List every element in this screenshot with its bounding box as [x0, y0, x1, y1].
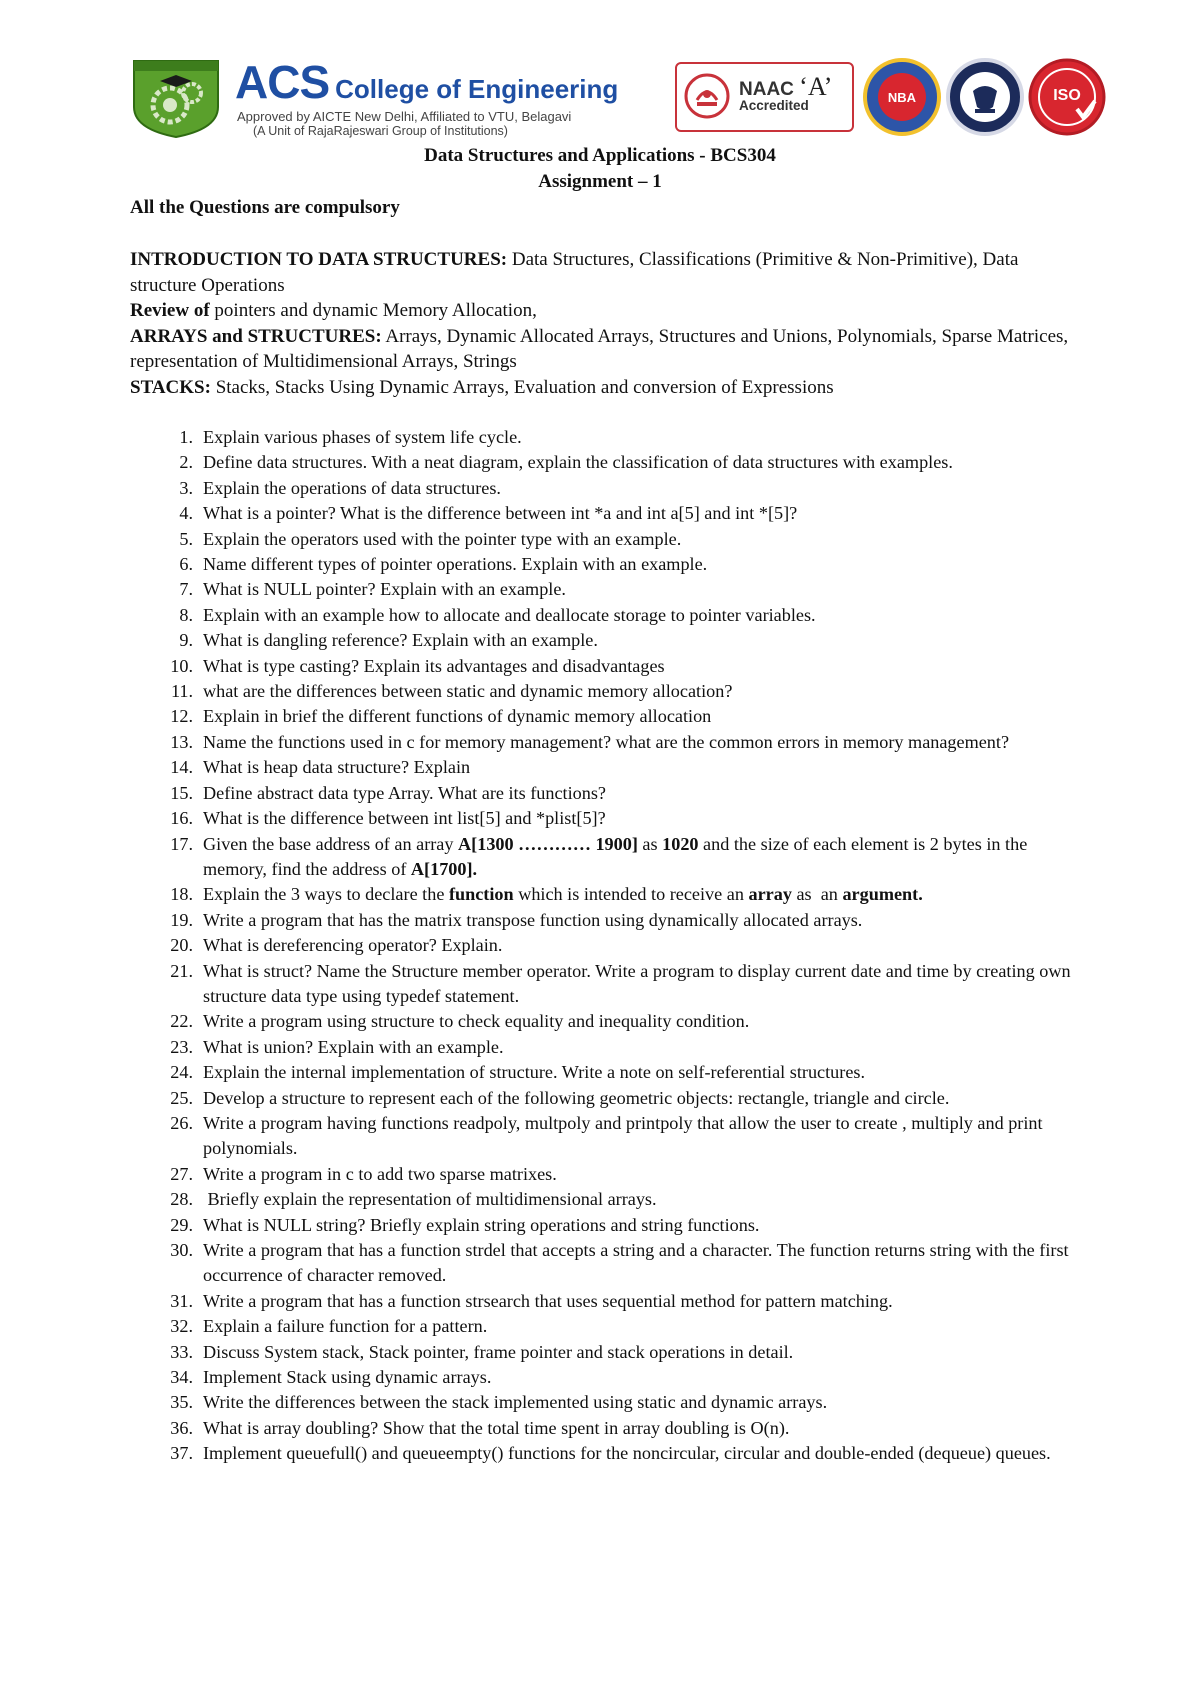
question-number: 7.	[179, 579, 193, 600]
syllabus-item	[130, 298, 1080, 324]
question-fragment: Explain a failure function for a pattern.	[203, 1316, 488, 1337]
question-text	[203, 908, 1075, 933]
question-number: 35.	[170, 1392, 193, 1413]
question-item	[130, 501, 1075, 526]
question-item	[130, 654, 1075, 679]
question-number: 11.	[170, 681, 193, 702]
question-item	[130, 476, 1075, 501]
college-header	[130, 55, 1080, 147]
emblem-seal-icon	[945, 57, 1025, 137]
question-fragment: Write a program in c to add two sparse matrixes.	[203, 1163, 557, 1184]
question-number: 26.	[170, 1112, 193, 1133]
question-fragment: Name the functions used in c for memory management? what are the common errors in memory management?	[203, 731, 1010, 752]
question-number: 9.	[179, 630, 193, 651]
question-text	[203, 1035, 1075, 1060]
question-number: 33.	[170, 1341, 193, 1362]
question-number: 3.	[179, 477, 193, 498]
question-item	[130, 628, 1075, 653]
question-number: 15.	[170, 782, 193, 803]
question-emphasis: 1020	[662, 833, 699, 854]
question-item	[130, 730, 1075, 755]
question-fragment: Explain the operators used with the pointer type with an example.	[203, 528, 682, 549]
question-text	[203, 425, 1075, 450]
syllabus-item	[130, 324, 1080, 375]
syllabus-label: STACKS:	[130, 376, 211, 398]
question-fragment: What is struct? Name the Structure member operator. Write a program to display current date and time by creating own structure data type using typedef statement.	[203, 960, 1071, 1006]
accreditation-logos	[675, 57, 1080, 145]
question-text	[203, 832, 1075, 883]
question-item	[130, 450, 1075, 475]
question-item	[130, 1340, 1075, 1365]
question-fragment: Develop a structure to represent each of the following geometric objects: rectangle, triangle and circle.	[203, 1087, 950, 1108]
question-fragment: which is intended to receive an	[513, 884, 749, 905]
question-text	[203, 527, 1075, 552]
question-number: 5.	[179, 528, 193, 549]
question-fragment: Explain in brief the different functions of dynamic memory allocation	[203, 706, 712, 727]
approval-line: Approved by AICTE New Delhi, Affiliated to VTU, Belagavi	[237, 109, 572, 124]
question-number: 4.	[179, 503, 193, 524]
question-item	[130, 755, 1075, 780]
question-fragment: Given the base address of an array	[203, 833, 459, 854]
question-emphasis: array	[748, 884, 792, 905]
question-text	[203, 1162, 1075, 1187]
question-text	[203, 476, 1075, 501]
question-item	[130, 832, 1075, 883]
question-number: 14.	[170, 757, 193, 778]
question-item	[130, 806, 1075, 831]
question-number: 19.	[170, 909, 193, 930]
question-text	[203, 603, 1075, 628]
question-number: 37.	[170, 1443, 193, 1464]
naac-accredited: Accredited	[739, 98, 809, 113]
question-item	[130, 781, 1075, 806]
question-number: 12.	[170, 706, 193, 727]
question-fragment: Write a program having functions readpoly, multpoly and printpoly that allow the user to create , multiply and print polynomials.	[203, 1112, 1043, 1159]
question-text	[203, 628, 1075, 653]
question-text	[203, 1060, 1075, 1085]
question-number: 2.	[179, 452, 193, 473]
question-text	[203, 501, 1075, 526]
question-number: 13.	[170, 731, 193, 752]
question-text	[203, 1111, 1075, 1162]
question-text	[203, 679, 1075, 704]
question-number: 6.	[179, 554, 193, 575]
question-number: 10.	[170, 655, 193, 676]
syllabus-label: ARRAYS and STRUCTURES:	[130, 325, 382, 347]
question-number: 36.	[170, 1417, 193, 1438]
syllabus-text: Arrays, Dynamic Allocated Arrays, Structures and Unions, Polynomials, Sparse Matrices, representation of Multidimensional Arrays, Strings	[130, 325, 1069, 372]
question-text	[203, 1187, 1075, 1212]
question-text	[203, 1416, 1075, 1441]
question-number: 31.	[170, 1290, 193, 1311]
syllabus-label: Review of	[130, 300, 210, 321]
question-item	[130, 1086, 1075, 1111]
question-text	[203, 552, 1075, 577]
question-emphasis: function	[448, 884, 514, 905]
question-text	[203, 933, 1075, 958]
question-fragment: Implement Stack using dynamic arrays.	[203, 1367, 492, 1388]
question-number: 17.	[170, 833, 193, 854]
question-text	[203, 781, 1075, 806]
question-fragment: Write a program using structure to check equality and inequality condition.	[203, 1011, 750, 1032]
question-fragment: Define abstract data type Array. What are its functions?	[203, 782, 606, 803]
question-text	[203, 654, 1075, 679]
assignment-subtitle: Assignment – 1	[538, 171, 662, 192]
question-text	[203, 730, 1075, 755]
naac-title: NAAC	[739, 79, 794, 100]
question-fragment: What is heap data structure? Explain	[203, 757, 471, 778]
question-item	[130, 1441, 1075, 1466]
college-brand	[235, 55, 618, 139]
group-line: (A Unit of RajaRajeswari Group of Institutions)	[253, 124, 508, 138]
question-item	[130, 527, 1075, 552]
question-item	[130, 933, 1075, 958]
iso-seal-icon	[1027, 57, 1107, 137]
question-item	[130, 1314, 1075, 1339]
question-item	[130, 959, 1075, 1010]
question-fragment: Write a program that has a function strdel that accepts a string and a character. The function returns string with the first occurrence of character removed.	[203, 1240, 1069, 1286]
naac-emblem-icon	[683, 72, 731, 120]
question-item	[130, 1162, 1075, 1187]
question-fragment: What is array doubling? Show that the total time spent in array doubling is O(n).	[203, 1417, 790, 1438]
syllabus-label: INTRODUCTION TO DATA STRUCTURES:	[130, 249, 508, 270]
college-name: College of Engineering	[335, 74, 619, 104]
question-list	[130, 425, 1075, 1467]
syllabus-text: Stacks, Stacks Using Dynamic Arrays, Evaluation and conversion of Expressions	[210, 376, 834, 398]
question-item	[130, 882, 1075, 907]
question-number: 29.	[170, 1214, 193, 1235]
question-number: 22.	[170, 1011, 193, 1032]
question-number: 30.	[170, 1240, 193, 1260]
question-fragment: Explain the 3 ways to declare the	[203, 884, 449, 905]
question-text	[203, 1009, 1075, 1034]
question-number: 27.	[170, 1163, 193, 1184]
syllabus-item	[130, 247, 1080, 298]
question-fragment: Briefly explain the representation of multidimensional arrays.	[203, 1189, 657, 1210]
question-fragment: Discuss System stack, Stack pointer, frame pointer and stack operations in detail.	[203, 1341, 794, 1362]
document-title: Data Structures and Applications - BCS304	[424, 145, 776, 166]
question-item	[130, 908, 1075, 933]
question-item	[130, 1111, 1075, 1162]
question-fragment: Implement queuefull() and queueempty() functions for the noncircular, circular and double-ended (dequeue) queues.	[203, 1443, 1051, 1464]
question-text	[203, 450, 1075, 475]
question-item	[130, 577, 1075, 602]
question-number: 23.	[170, 1036, 193, 1057]
question-fragment: and the size of each element is 2 bytes in the memory, find the address of	[203, 833, 1028, 879]
question-fragment: What is the difference between int list[5] and *plist[5]?	[203, 808, 606, 829]
question-text	[203, 959, 1075, 1010]
nba-seal-text: NBA	[887, 90, 917, 105]
instruction-text: All the Questions are compulsory	[130, 197, 400, 218]
iso-seal-text: ISO	[1053, 87, 1081, 104]
question-number: 16.	[170, 808, 193, 829]
question-number: 34.	[170, 1367, 193, 1388]
question-item	[130, 603, 1075, 628]
naac-badge	[675, 62, 854, 132]
question-item	[130, 1009, 1075, 1034]
question-number: 18.	[170, 884, 193, 905]
question-text	[203, 1314, 1075, 1339]
question-text	[203, 1238, 1075, 1289]
question-text	[203, 1213, 1075, 1238]
question-item	[130, 1365, 1075, 1390]
question-emphasis: A[1300 ………… 1900]	[458, 833, 638, 854]
question-text	[203, 1441, 1075, 1466]
nba-seal-icon	[862, 57, 942, 137]
question-text	[203, 1086, 1075, 1111]
question-text	[203, 882, 1075, 907]
question-number: 32.	[170, 1316, 193, 1337]
question-fragment: as an	[791, 884, 843, 905]
question-item	[130, 1238, 1075, 1289]
question-text	[203, 704, 1075, 729]
question-item	[130, 425, 1075, 450]
question-fragment: Explain with an example how to allocate and deallocate storage to pointer variables.	[203, 604, 816, 625]
question-fragment: what are the differences between static and dynamic memory allocation?	[203, 681, 733, 702]
question-number: 24.	[170, 1062, 193, 1083]
syllabus-text: pointers and dynamic Memory Allocation,	[209, 300, 537, 321]
question-item	[130, 1390, 1075, 1415]
question-text	[203, 1365, 1075, 1390]
question-fragment: What is a pointer? What is the difference between int *a and int a[5] and int *[5]?	[203, 503, 798, 524]
question-number: 1.	[179, 427, 193, 447]
college-acronym: ACS	[235, 56, 330, 108]
question-fragment: Write the differences between the stack implemented using static and dynamic arrays.	[203, 1392, 828, 1413]
question-text	[203, 1340, 1075, 1365]
question-fragment: What is NULL pointer? Explain with an example.	[203, 579, 566, 600]
question-number: 21.	[170, 960, 193, 981]
question-fragment: What is dereferencing operator? Explain.	[203, 935, 503, 956]
question-fragment: What is dangling reference? Explain with an example.	[203, 630, 598, 651]
question-item	[130, 1289, 1075, 1314]
question-fragment: What is union? Explain with an example.	[203, 1036, 504, 1057]
question-emphasis: argument.	[842, 884, 923, 905]
question-fragment: What is NULL string? Briefly explain string operations and string functions.	[203, 1214, 760, 1235]
question-fragment: Explain the operations of data structures.	[203, 477, 501, 498]
question-item	[130, 552, 1075, 577]
question-text	[203, 755, 1075, 780]
syllabus-text: Data Structures, Classifications (Primitive & Non-Primitive), Data structure Operations	[130, 249, 1019, 296]
question-item	[130, 679, 1075, 704]
question-item	[130, 1035, 1075, 1060]
question-item	[130, 1187, 1075, 1212]
question-item	[130, 704, 1075, 729]
question-number: 25.	[170, 1087, 193, 1108]
question-fragment: Write a program that has the matrix transpose function using dynamically allocated arrays.	[203, 909, 863, 930]
question-item	[130, 1213, 1075, 1238]
college-crest-icon	[130, 57, 222, 139]
syllabus-item	[130, 375, 1080, 401]
question-fragment: Explain the internal implementation of structure. Write a note on self-referential structures.	[203, 1062, 866, 1083]
question-number: 20.	[170, 935, 193, 956]
question-text	[203, 577, 1075, 602]
question-fragment: Explain various phases of system life cycle.	[203, 427, 522, 447]
question-text	[203, 806, 1075, 831]
question-fragment: What is type casting? Explain its advantages and disadvantages	[203, 655, 665, 676]
question-text	[203, 1390, 1075, 1415]
question-fragment: Write a program that has a function strsearch that uses sequential method for pattern matching.	[203, 1290, 893, 1311]
question-item	[130, 1060, 1075, 1085]
question-fragment: Define data structures. With a neat diagram, explain the classification of data structures with examples.	[203, 452, 953, 473]
question-item	[130, 1416, 1075, 1441]
question-fragment: as	[637, 833, 663, 854]
naac-grade: ‘A’	[799, 72, 833, 101]
question-number: 28.	[170, 1189, 193, 1210]
question-text	[203, 1289, 1075, 1314]
syllabus-topics	[130, 247, 1080, 400]
question-number: 8.	[179, 604, 193, 625]
question-emphasis: A[1700].	[410, 858, 478, 879]
question-fragment: Name different types of pointer operations. Explain with an example.	[203, 554, 708, 575]
